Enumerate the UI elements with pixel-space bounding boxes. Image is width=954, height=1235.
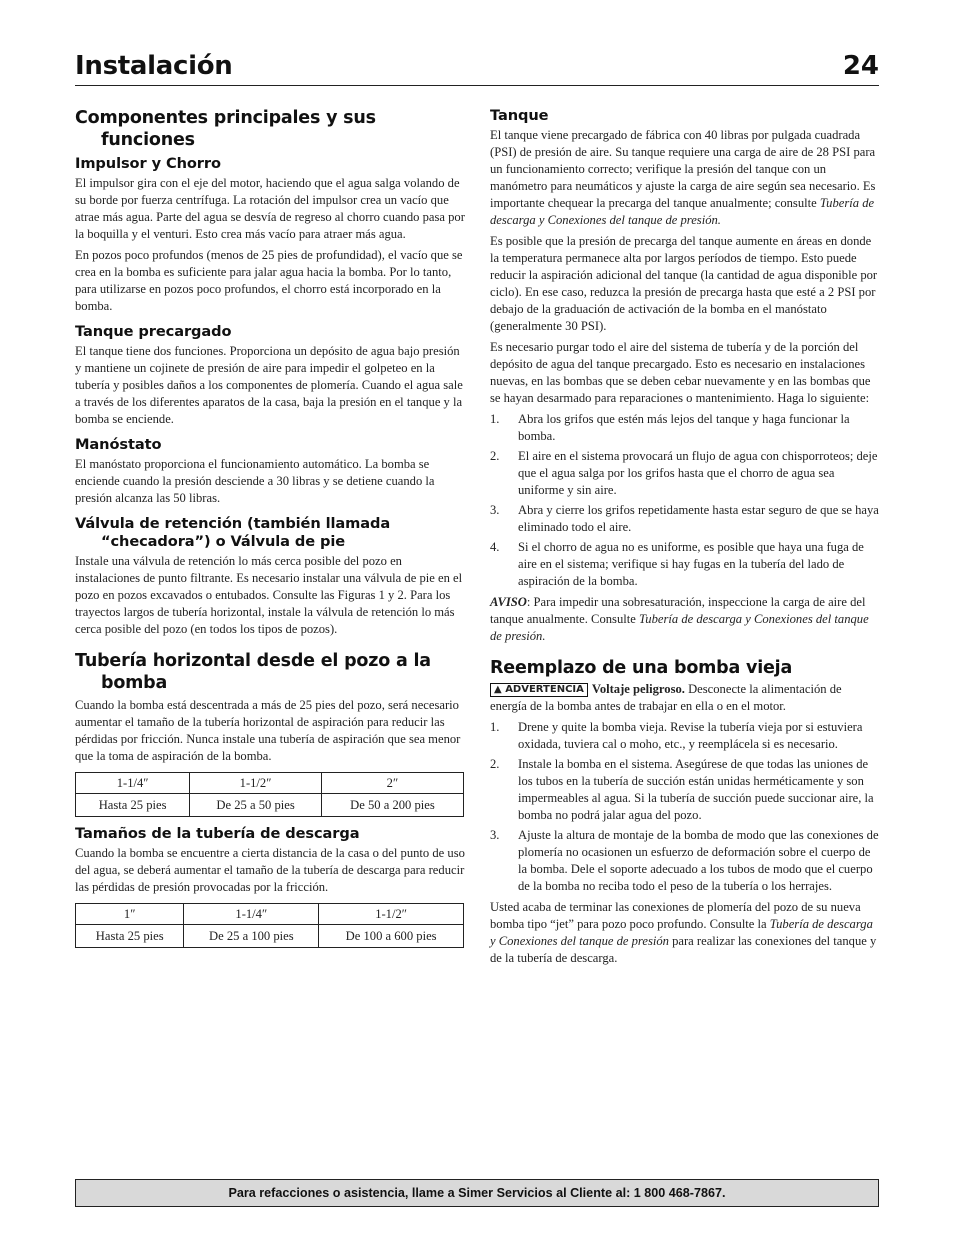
footer-contact-bar: Para refacciones o asistencia, llame a Simer Servicios al Cliente al: 1 800 468-7867.	[75, 1179, 879, 1207]
list-item	[490, 756, 880, 824]
step-number: 2.	[490, 757, 500, 771]
replace-steps-list	[490, 719, 880, 895]
warning-bold: Voltaje peligroso.	[591, 682, 685, 696]
cross-reference: Tubería de descarga y Conexiones del tanque de presión	[490, 917, 873, 948]
page-header	[75, 49, 879, 86]
table-row	[76, 773, 464, 794]
table-row	[76, 794, 464, 817]
table-cell: 1-1/4″	[184, 904, 319, 925]
heading-tuberia-horizontal: Tubería horizontal desde el pozo a la bomba	[75, 651, 431, 693]
warning-text: Desconecte la alimentación de energía de la bomba antes de trabajar en ella o en el motor.	[490, 682, 842, 713]
heading-tamanos-descarga: Tamaños de la tubería de descarga	[75, 825, 360, 842]
table-cell: 2″	[321, 773, 463, 794]
step-text: Ajuste la altura de montaje de la bomba de modo que las conexiones de plomería no ocasionen un esfuerzo de deformación sobre el cuerpo de la bomba. Dele el soporte adecuado a los tubos de modo que el cuerpo de la bomba no reciba todo el peso de la tubería o los herrajes.	[518, 828, 879, 893]
heading-componentes: Componentes principales y sus funciones	[75, 108, 376, 150]
step-text: Drene y quite la bomba vieja. Revise la tubería vieja por si estuviera oxidada, tuviera cal o moho, etc., y reemplácela si es necesario.	[518, 720, 863, 751]
paragraph-text: El tanque viene precargado de fábrica con 40 libras por pulgada cuadrada (PSI) de presión de aire. Su tanque requiere una carga de aire de 28 PSI para un funcionamiento correcto; verifique la presión del tanque con un manómetro para neumáticos y ajuste la carga de aire según sea necesario. Es importante chequear la precarga del tanque anualmente; consulte	[490, 128, 876, 210]
step-number: 4.	[490, 540, 500, 554]
table-row	[76, 904, 464, 925]
paragraph-impulsor-1: El impulsor gira con el eje del motor, haciendo que el agua salga volando de su borde por fuerza centrífuga. La rotación del impulsor crea un vacío que atrae más agua. Parte del agua se desvía de regreso al chorro cuando pasa por la boquilla y el venturi. Esto crea más vacío para atraer más agua.	[75, 176, 465, 241]
cross-reference: Tubería de descarga y Conexiones del tanque de presión.	[490, 196, 875, 227]
page-title: Instalación	[75, 51, 233, 81]
warning-paragraph	[490, 681, 880, 715]
aviso-text: : Para impedir una sobresaturación, inspeccione la carga de aire del tanque anualmente. Consulte	[490, 595, 866, 626]
table-cell: Hasta 25 pies	[76, 925, 184, 948]
step-text: Abra y cierre los grifos repetidamente hasta estar seguro de que se haya eliminado todo el aire.	[518, 503, 879, 534]
left-column	[75, 107, 465, 954]
table-cell: Hasta 25 pies	[76, 794, 190, 817]
suction-pipe-table	[75, 772, 464, 817]
table-cell: 1-1/2″	[190, 773, 322, 794]
list-item	[490, 719, 880, 753]
step-text: El aire en el sistema provocará un flujo de agua con chisporroteos; deje que el agua salga por los grifos hasta que el chorro de agua sea uniforme y sin aire.	[518, 449, 878, 497]
list-item	[490, 448, 880, 499]
heading-tanque: Tanque	[490, 107, 549, 124]
step-number: 1.	[490, 720, 500, 734]
step-number: 1.	[490, 412, 500, 426]
list-item	[490, 411, 880, 445]
step-text: Abra los grifos que estén más lejos del tanque y haga funcionar la bomba.	[518, 412, 850, 443]
heading-reemplazo: Reemplazo de una bomba vieja	[490, 658, 793, 678]
aviso-label: AVISO	[490, 595, 527, 609]
heading-tanque-precargado: Tanque precargado	[75, 323, 232, 340]
paragraph-tamanos-descarga: Cuando la bomba se encuentre a cierta distancia de la casa o del punto de uso del agua, se deberá aumentar el tamaño de la tubería de descarga para reducir las pérdidas de presión provocadas por la fricción.	[75, 846, 465, 894]
paragraph-final	[490, 899, 880, 967]
paragraph-tanque-2: Es posible que la presión de precarga del tanque aumente en áreas en donde la temperatura permanece alta por largos períodos de tiempo. Esto puede reducir la aspiración adicional del tanque (la cantidad de agua disponible por ciclo). En ese caso, reduzca la presión de precarga hasta que esté a 2 PSI por debajo de la graduación de activación de la bomba en el manóstato (generalmente 30 PSI).	[490, 234, 878, 333]
paragraph-impulsor-2: En pozos poco profundos (menos de 25 pies de profundidad), el vacío que se crea en la bomba es suficiente para jalar agua hacia la bomba. Por lo tanto, para utilizarse en pozos poco profundos, el chorro está incorporado en la bomba.	[75, 248, 463, 313]
purge-steps-list	[490, 411, 880, 590]
heading-valvula: Válvula de retención (también llamada “checadora”) o Válvula de pie	[75, 515, 391, 550]
warning-badge-label: ADVERTENCIA	[505, 684, 584, 695]
paragraph-tuberia-horizontal: Cuando la bomba está descentrada a más de 25 pies del pozo, será necesario aumentar el tamaño de la tubería horizontal de aspiración para reducir las pérdidas por fricción. Nunca instale una tubería de aspiración que sea menor que la toma de aspiración de la bomba.	[75, 698, 461, 763]
list-item	[490, 827, 880, 895]
table-cell: De 25 a 100 pies	[184, 925, 319, 948]
heading-impulsor: Impulsor y Chorro	[75, 155, 221, 172]
paragraph-valvula: Instale una válvula de retención lo más cerca posible del pozo en instalaciones de punto filtrante. Es necesario instalar una válvula de pie en el pozo en pozos excavados o entubados. Consulte las Figuras 1 y 2. Para los trayectos largos de tubería horizontal, instale la válvula de retención lo más cerca posible del pozo (en todos los tipos de pozos).	[75, 554, 463, 636]
paragraph-tanque-3: Es necesario purgar todo el aire del sistema de tubería y de la porción del depósito de agua del tanque precargado. Esto es necesario en instalaciones nuevas, en las bombas que se deben cebar nuevamente y en las bombas que se hayan desarmado para reparaciones o mantenimiento. Haga lo siguiente:	[490, 340, 871, 405]
table-cell: 1-1/2″	[319, 904, 464, 925]
step-text: Si el chorro de agua no es uniforme, es posible que haya una fuga de aire en el sistema; verifique si hay fugas en la tubería del lado de aspiración de la bomba.	[518, 540, 864, 588]
paragraph-manostato: El manóstato proporciona el funcionamiento automático. La bomba se enciende cuando la presión desciende a 30 libras y se detiene cuando la presión alcanza las 50 libras.	[75, 457, 435, 505]
list-item	[490, 502, 880, 536]
step-number: 2.	[490, 449, 500, 463]
table-cell: De 100 a 600 pies	[319, 925, 464, 948]
table-cell: 1″	[76, 904, 184, 925]
paragraph-text: para realizar las conexiones del tanque y de la tubería de descarga.	[490, 934, 877, 965]
list-item	[490, 539, 880, 590]
page-number: 24	[842, 51, 879, 81]
heading-manostato: Manóstato	[75, 436, 162, 453]
discharge-pipe-table	[75, 903, 464, 948]
warning-triangle-icon: ▲	[494, 684, 502, 695]
right-column	[490, 107, 880, 971]
table-cell: 1-1/4″	[76, 773, 190, 794]
table-cell: De 50 a 200 pies	[321, 794, 463, 817]
warning-badge	[490, 683, 588, 697]
table-cell: De 25 a 50 pies	[190, 794, 322, 817]
cross-reference: Tubería de descarga y Conexiones del tanque de presión.	[490, 612, 869, 643]
step-number: 3.	[490, 828, 500, 842]
paragraph-text: Usted acaba de terminar las conexiones de plomería del pozo de su nueva bomba tipo “jet” para pozo poco profundo. Consulte la	[490, 900, 861, 931]
step-number: 3.	[490, 503, 500, 517]
step-text: Instale la bomba en el sistema. Asegúrese de que todas las uniones de los tubos en la tubería de succión están unidas herméticamente y son impermeables al agua. Si la tubería de succión puede succionar aire, la bomba no podrá jalar agua del pozo.	[518, 757, 874, 822]
table-row	[76, 925, 464, 948]
paragraph-tanque-precargado: El tanque tiene dos funciones. Proporciona un depósito de agua bajo presión y mantiene un cojinete de presión de aire para impedir el golpeteo en la tubería y posibles daños a los componentes de plomería. Cuando el agua sale a través de los diferentes aparatos de la casa, baja la presión en el tanque y la bomba se enciende.	[75, 344, 463, 426]
aviso-note	[490, 594, 880, 645]
paragraph-tanque-1	[490, 127, 880, 229]
